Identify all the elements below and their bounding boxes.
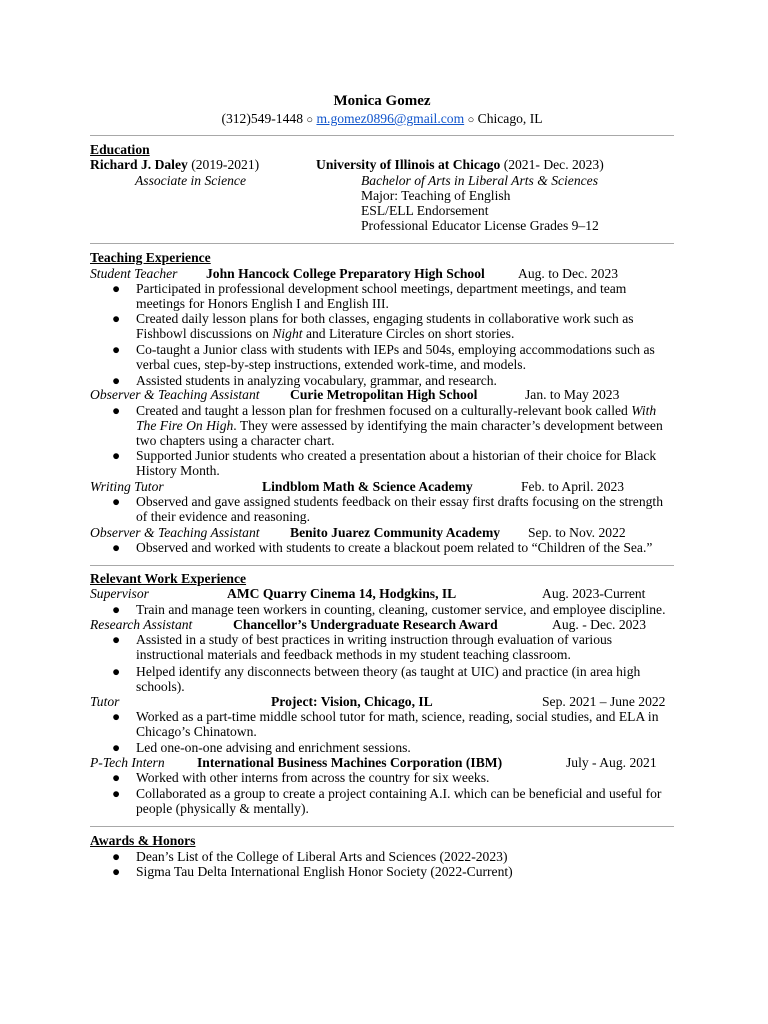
bullet-text: Participated in professional development school meetings, department meetings, and team meetings for Honors English I and English III. (136, 281, 627, 311)
divider (90, 565, 674, 566)
job-dates: Aug. - Dec. 2023 (552, 617, 647, 632)
job-dates: Aug. 2023-Current (542, 586, 646, 601)
bullet-icon: ● (112, 786, 121, 801)
bullet-text-part: . They were assessed by identifying the main character’s development between two chapters using a character chart. (136, 418, 663, 448)
bullet-text: Assisted students in analyzing vocabulary, grammar, and research. (136, 373, 497, 388)
degree: Associate in Science (135, 173, 246, 188)
bullet-icon: ● (112, 403, 121, 418)
bullet-text-part: and Literature Circles on short stories. (302, 326, 515, 341)
school-years: (2019-2021) (191, 157, 260, 172)
award-item: Dean’s List of the College of Liberal Arts and Sciences (2022-2023) (136, 849, 508, 864)
job-dates: Sep. to Nov. 2022 (528, 525, 626, 540)
bullet-icon: ● (112, 540, 121, 555)
bullet-text: Collaborated as a group to create a project containing A.I. which can be beneficial and useful for people (physically & mentally). (136, 786, 662, 816)
bullet-icon: ● (112, 770, 121, 785)
contact-line (90, 111, 674, 128)
bullet-icon: ● (112, 632, 121, 647)
job-dates: Aug. to Dec. 2023 (518, 266, 619, 281)
bullet-icon: ● (112, 494, 121, 509)
bullet-icon: ● (112, 740, 121, 755)
school-name: University of Illinois at Chicago (316, 157, 501, 172)
email-link[interactable]: m.gomez0896@gmail.com (316, 111, 465, 126)
job-dates: Jan. to May 2023 (525, 387, 620, 402)
bullet-text (136, 311, 676, 341)
section-heading-education: Education (90, 142, 150, 157)
school-daley (90, 157, 259, 172)
bullet-icon: ● (112, 864, 121, 879)
job-org: Project: Vision, Chicago, IL (271, 694, 433, 709)
bullet-text: Worked with other interns from across the country for six weeks. (136, 770, 490, 785)
bullet-icon: ● (112, 342, 121, 357)
job-org: Curie Metropolitan High School (290, 387, 478, 402)
school-name: Richard J. Daley (90, 157, 188, 172)
major: Major: Teaching of English (361, 188, 511, 203)
job-org: Chancellor’s Undergraduate Research Award (233, 617, 498, 632)
bullet-text: Helped identify any disconnects between theory (as taught at UIC) and practice (in area high schools). (136, 664, 641, 694)
job-org: John Hancock College Preparatory High School (206, 266, 485, 281)
school-uic (316, 157, 604, 172)
job-role: P-Tech Intern (90, 755, 165, 770)
book-title: Night (272, 326, 303, 341)
endorsement: ESL/ELL Endorsement (361, 203, 489, 218)
divider (90, 243, 674, 244)
separator-icon: ○ (306, 114, 314, 126)
resume-name: Monica Gomez (333, 93, 431, 109)
bullet-icon: ● (112, 664, 121, 679)
section-heading-awards: Awards & Honors (90, 833, 196, 848)
bullet-text-part: Created daily lesson plans for both classes, engaging students in collaborative work such as Fishbowl discussions on (136, 311, 634, 341)
job-role: Student Teacher (90, 266, 178, 281)
school-years: (2021- Dec. 2023) (503, 157, 604, 172)
job-org: AMC Quarry Cinema 14, Hodgkins, IL (227, 586, 457, 601)
job-org: International Business Machines Corporation (IBM) (197, 755, 503, 770)
job-role: Supervisor (90, 586, 149, 601)
job-dates: Feb. to April. 2023 (521, 479, 625, 494)
bullet-icon: ● (112, 373, 121, 388)
phone-number: (312)549-1448 (221, 111, 303, 126)
section-heading-work: Relevant Work Experience (90, 571, 247, 586)
location: Chicago, IL (477, 111, 543, 126)
bullet-icon: ● (112, 709, 121, 724)
bullet-icon: ● (112, 311, 121, 326)
bullet-text-part: Created and taught a lesson plan for freshmen focused on a culturally-relevant book called (136, 403, 632, 418)
bullet-icon: ● (112, 448, 121, 463)
separator-icon: ○ (467, 114, 475, 126)
book-title: With The Fire On High (136, 403, 657, 433)
bullet-text (136, 403, 676, 448)
bullet-text: Supported Junior students who created a presentation about a historian of their choice for Black History Month. (136, 448, 657, 478)
bullet-text: Assisted in a study of best practices in writing instruction through evaluation of various instructional materials and feedback methods in my student teaching classroom. (136, 632, 613, 662)
job-role: Writing Tutor (90, 479, 164, 494)
bullet-icon: ● (112, 281, 121, 296)
bullet-icon: ● (112, 849, 121, 864)
divider (90, 826, 674, 827)
section-heading-teaching: Teaching Experience (90, 250, 211, 265)
job-role: Observer & Teaching Assistant (90, 387, 260, 402)
job-dates: July - Aug. 2021 (566, 755, 657, 770)
bullet-text: Observed and worked with students to create a blackout poem related to “Children of the Sea.” (136, 540, 653, 555)
job-role: Research Assistant (90, 617, 193, 632)
job-org: Lindblom Math & Science Academy (262, 479, 473, 494)
job-role: Observer & Teaching Assistant (90, 525, 260, 540)
job-dates: Sep. 2021 – June 2022 (542, 694, 666, 709)
bullet-text: Observed and gave assigned students feedback on their essay first drafts focusing on the strength of their evidence and reasoning. (136, 494, 663, 524)
job-role: Tutor (90, 694, 120, 709)
bullet-text: Train and manage teen workers in counting, cleaning, customer service, and employee discipline. (136, 602, 666, 617)
divider (90, 135, 674, 136)
bullet-icon: ● (112, 602, 121, 617)
license: Professional Educator License Grades 9–12 (361, 218, 599, 233)
award-item: Sigma Tau Delta International English Honor Society (2022-Current) (136, 864, 513, 879)
bullet-text: Worked as a part-time middle school tutor for math, science, reading, social studies, and ELA in Chicago’s Chinatown. (136, 709, 659, 739)
job-org: Benito Juarez Community Academy (290, 525, 501, 540)
degree: Bachelor of Arts in Liberal Arts & Sciences (361, 173, 598, 188)
bullet-text: Co-taught a Junior class with students with IEPs and 504s, employing accommodations such as verbal cues, step-by-step instructions, extended work-time, and models. (136, 342, 655, 372)
bullet-text: Led one-on-one advising and enrichment sessions. (136, 740, 411, 755)
